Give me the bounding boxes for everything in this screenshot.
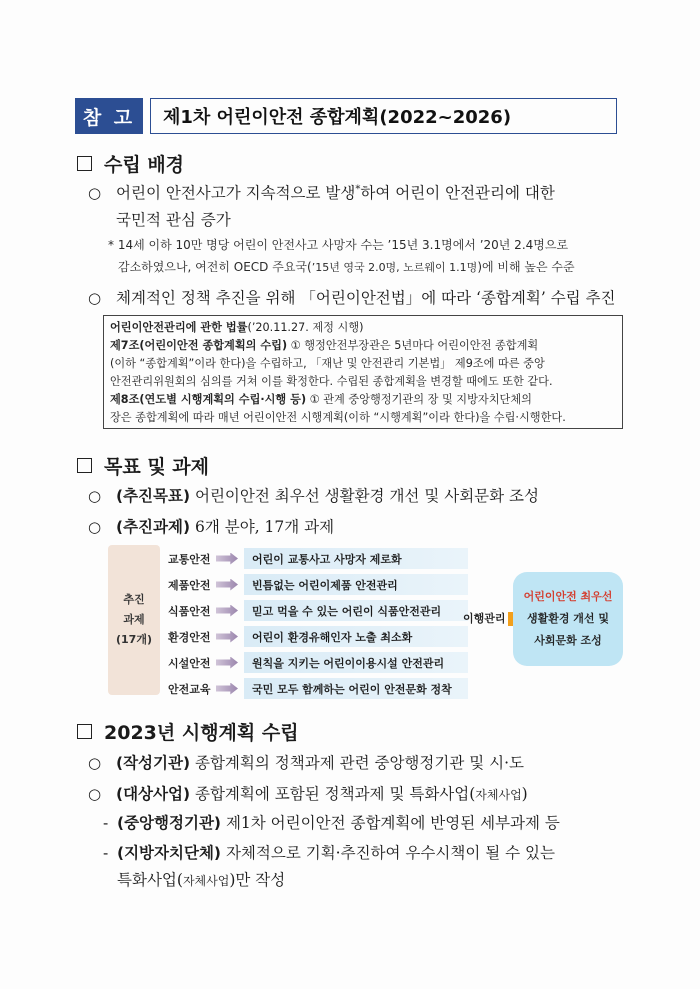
task-category: 교통안전 <box>168 552 211 566</box>
page-title: 제1차 어린이안전 종합계획(2022~2026) <box>150 98 617 134</box>
task-label: 원칙을 지키는 어린이이용시설 안전관리 <box>244 652 468 673</box>
square-bullet-icon <box>77 458 92 473</box>
task-label: 어린이 교통사고 사망자 제로화 <box>244 548 468 569</box>
task-row <box>168 652 468 673</box>
task-category: 안전교육 <box>168 682 211 696</box>
article-8-line-2: 장은 종합계획에 따라 매년 어린이안전 시행계획(이하 “시행계획”이라 한다)을 수립·시행한다. <box>110 411 566 424</box>
square-bullet-icon <box>77 156 92 171</box>
circle-bullet-icon: ○ <box>88 754 102 772</box>
circle-bullet-icon: ○ <box>88 518 102 536</box>
task-category: 환경안전 <box>168 630 211 644</box>
circle-bullet-icon: ○ <box>88 785 102 803</box>
article-7-line-2: (이하 “종합계획”이라 한다)을 수립하고, 「재난 및 안전관리 기본법」 제9조에 따른 중앙 <box>110 357 545 370</box>
section-title: 목표 및 과제 <box>104 456 209 478</box>
law-title: 어린이안전관리에 관한 법률(’20.11.27. 제정 시행) <box>110 321 364 334</box>
arrow-right-icon <box>216 553 238 565</box>
square-bullet-icon <box>77 724 92 739</box>
task-category: 식품안전 <box>168 604 211 618</box>
footnote-line-1: * 14세 이하 10만 명당 어린이 안전사고 사망자 수는 ’15년 3.1명에서 ’20년 2.4명으로 <box>108 238 569 252</box>
task-row <box>168 678 468 699</box>
background-bullet-1: ○ 어린이 안전사고가 지속적으로 발생*하여 어린이 안전관리에 대한 <box>88 183 555 202</box>
background-bullet-2: ○ 체계적인 정책 추진을 위해 「어린이안전법」에 따라 ‘종합계획’ 수립 추진 <box>88 289 616 307</box>
article-7-line-1: 제7조(어린이안전 종합계획의 수립) ① 행정안전부장관은 5년마다 어린이안전 종합계획 <box>110 339 539 352</box>
task-row <box>168 548 468 569</box>
task-row <box>168 574 468 595</box>
section-heading-background <box>77 150 184 177</box>
plan-dash-2: - (지방자치단체) 자체적으로 기획·추진하여 우수시책이 될 수 있는 <box>103 844 555 862</box>
task-row <box>168 626 468 647</box>
section-title: 수립 배경 <box>104 154 185 176</box>
dash-bullet-icon: - <box>103 814 109 832</box>
section-heading-goals <box>77 452 209 479</box>
arrow-right-icon <box>216 683 238 695</box>
task-row <box>168 600 468 621</box>
circle-bullet-icon: ○ <box>88 289 102 307</box>
circle-bullet-icon: ○ <box>88 487 102 505</box>
document-header <box>75 98 617 134</box>
arrow-right-icon <box>216 579 238 591</box>
plan-dash-1: - (중앙행정기관) 제1차 어린이안전 종합계획에 반영된 세부과제 등 <box>103 814 560 832</box>
reference-badge: 참 고 <box>75 98 143 134</box>
task-diagram <box>108 545 628 700</box>
plan-bullet-2: ○ (대상사업) 종합계획에 포함된 정책과제 및 특화사업(자체사업) <box>88 785 528 803</box>
plan-dash-2-cont: 특화사업(자체사업)만 작성 <box>117 871 286 889</box>
task-category: 시설안전 <box>168 656 211 670</box>
law-excerpt-box <box>103 315 623 429</box>
diagram-left-label: 추진 과제 (17개) <box>108 545 160 695</box>
task-label: 국민 모두 함께하는 어린이 안전문화 정착 <box>244 678 468 699</box>
arrow-right-icon <box>216 657 238 669</box>
plan-bullet-1: ○ (작성기관) 종합계획의 정책과제 관련 중앙행정기관 및 시·도 <box>88 754 525 772</box>
arrow-right-icon <box>216 631 238 643</box>
goals-bullet-2: ○ (추진과제) 6개 분야, 17개 과제 <box>88 518 335 536</box>
task-label: 어린이 환경유해인자 노출 최소화 <box>244 626 468 647</box>
article-8-line-1: 제8조(연도별 시행계획의 수립·시행 등) ① 관계 중앙행정기관의 장 및 지방자치단체의 <box>110 393 532 406</box>
goal-box: 어린이안전 최우선 생활환경 개선 및 사회문화 조성 <box>513 572 623 666</box>
circle-bullet-icon: ○ <box>88 184 102 202</box>
task-label: 믿고 먹을 수 있는 어린이 식품안전관리 <box>244 600 468 621</box>
section-heading-plan2023 <box>77 718 299 745</box>
arrow-right-icon <box>216 605 238 617</box>
implementation-label: 이행관리 <box>463 612 506 625</box>
dash-bullet-icon: - <box>103 844 109 862</box>
footnote-line-2: 감소하였으나, 여전히 OECD 주요국(’15년 영국 2.0명, 노르웨이 1.1명)에 비해 높은 수준 <box>118 260 575 274</box>
section-title: 2023년 시행계획 수립 <box>104 722 299 744</box>
task-label: 빈틈없는 어린이제품 안전관리 <box>244 574 468 595</box>
article-7-line-3: 안전관리위원회의 심의를 거쳐 이를 확정한다. 수립된 종합계획을 변경할 때에도 또한 같다. <box>110 375 553 388</box>
goals-bullet-1: ○ (추진목표) 어린이안전 최우선 생활환경 개선 및 사회문화 조성 <box>88 487 539 505</box>
task-category: 제품안전 <box>168 578 211 592</box>
background-bullet-1-cont: 국민적 관심 증가 <box>116 211 231 229</box>
